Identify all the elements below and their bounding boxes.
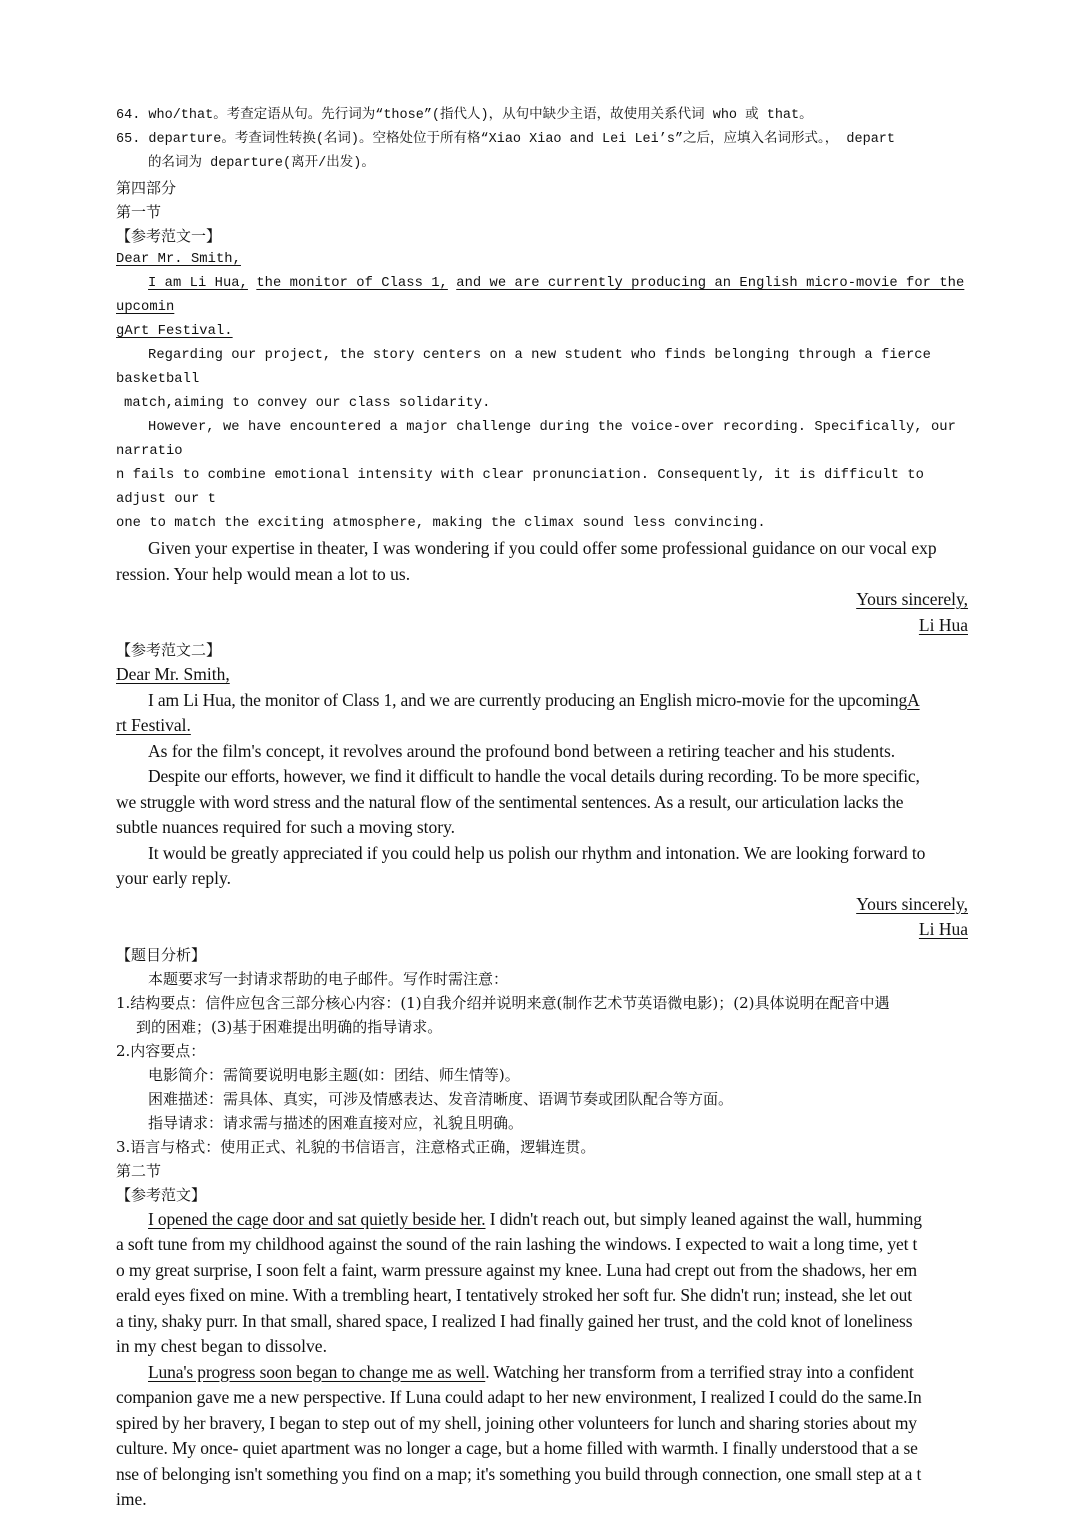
sample2-salutation-text: Dear Mr. Smith, bbox=[116, 664, 230, 684]
sample1-paragraph3-cont1: n fails to combine emotional intensity with clear pronunciation. Consequently, it is difficult to adjust our t bbox=[116, 468, 924, 507]
sample2-signature-text: Li Hua bbox=[918, 919, 968, 939]
sample1-paragraph3-cont2: one to match the exciting atmosphere, making the climax sound less convincing. bbox=[116, 516, 766, 531]
sample2-salutation bbox=[116, 662, 968, 688]
analysis-item2-request: 指导请求：请求需与描述的困难直接对应，礼貌且明确。 bbox=[148, 1113, 524, 1132]
analysis-intro: 本题要求写一封请求帮助的电子邮件。写作时需注意： bbox=[148, 969, 509, 988]
sample3-paragraph2 bbox=[116, 1360, 968, 1386]
analysis-item2-film: 电影简介：需简要说明电影主题(如：团结、师生情等)。 bbox=[148, 1065, 520, 1084]
sample1-salutation bbox=[116, 248, 968, 272]
sample2-p1b: rt Festival. bbox=[116, 715, 191, 735]
sample1-paragraph3: However, we have encountered a major challenge during the voice-over recording. Specifically, our narratio bbox=[116, 420, 956, 459]
sample1-p1b: the monitor of Class 1, bbox=[256, 276, 448, 291]
sample1-closing bbox=[116, 587, 968, 613]
sample3-p1-underlined: I opened the cage door and sat quietly beside her. bbox=[148, 1208, 486, 1229]
sample2-paragraph3-cont2: subtle nuances required for such a moving story. bbox=[116, 817, 456, 837]
sample2-closing-text: Yours sincerely, bbox=[856, 893, 968, 914]
sample3-p1d: erald eyes fixed on mine. With a trembling heart, I tentatively stroked her soft fur. She didn't run; instead, she let out bbox=[116, 1285, 912, 1305]
sample1-paragraph2-cont: match,aiming to convey our class solidarity. bbox=[124, 396, 491, 411]
sample1-p1d: gArt Festival. bbox=[116, 324, 233, 339]
sample1-paragraph4-cont: ression. Your help would mean a lot to us. bbox=[116, 563, 411, 584]
sample1-closing-text: Yours sincerely, bbox=[856, 589, 968, 609]
analysis-item2-difficulty: 困难描述：需具体、真实，可涉及情感表达、发音清晰度、语调节奏或团队配合等方面。 bbox=[148, 1089, 734, 1108]
analysis-item1: 1.结构要点：信件应包含三部分核心内容：(1)自我介绍并说明来意(制作艺术节英语微电影)；(2)具体说明在配音中遇 bbox=[116, 993, 890, 1012]
sample1-p1a: I am Li Hua, bbox=[148, 276, 248, 291]
answer-65-line2: 的名词为 departure(离开/出发)。 bbox=[148, 156, 375, 171]
sample2-paragraph4: It would be greatly appreciated if you could help us polish our rhythm and intonation. We are looking forward to bbox=[148, 842, 926, 863]
sample1-paragraph4: Given your expertise in theater, I was wondering if you could offer some professional guidance on our vocal exp bbox=[148, 538, 937, 558]
sample2-paragraph3-cont1: we struggle with word stress and the natural flow of the sentimental sentences. As a result, our articulation lacks the bbox=[116, 791, 904, 812]
analysis-heading: 【题目分析】 bbox=[116, 945, 207, 964]
sample3-p1c: o my great surprise, I soon felt a faint, warm pressure against my knee. Luna had crept out from the shadows, her em bbox=[116, 1259, 917, 1280]
sample3-p2e: nse of belonging isn't something you find on a map; it's something you build through connection, one small step at a t bbox=[116, 1463, 922, 1484]
part4-title: 第四部分 bbox=[116, 179, 177, 197]
sample3-paragraph1 bbox=[116, 1207, 968, 1233]
sample2-paragraph2: As for the film's concept, it revolves around the profound bond between a retiring teacher and his students. bbox=[148, 740, 896, 761]
sample2-paragraph1 bbox=[116, 688, 968, 714]
sample2-closing bbox=[116, 892, 968, 918]
sample3-p1f: in my chest began to dissolve. bbox=[116, 1336, 327, 1356]
sample2-paragraph1-cont bbox=[116, 713, 968, 739]
sample3-heading: 【参考范文】 bbox=[116, 1185, 207, 1204]
sample1-salutation-text: Dear Mr. Smith, bbox=[116, 252, 241, 267]
sample3-p1e: a tiny, shaky purr. In that small, shared space, I realized I had finally gained her trust, and the cold knot of loneliness bbox=[116, 1310, 913, 1331]
sample3-p2d: culture. My once- quiet apartment was no longer a cage, but a home filled with warmth. I finally understood that a se bbox=[116, 1438, 918, 1458]
sample1-paragraph1 bbox=[116, 272, 968, 320]
sample2-p1a2: A bbox=[907, 689, 920, 710]
sample3-p1a: I didn't reach out, but simply leaned against the wall, humming bbox=[485, 1208, 922, 1229]
sample1-paragraph2: Regarding our project, the story centers on a new student who finds belonging through a fierce basketball bbox=[116, 348, 931, 387]
answer-65-line1: 65. departure。考查词性转换(名词)。空格处位于所有格“Xiao Xiao and Lei Lei’s”之后，应填入名词形式。， depart bbox=[116, 132, 896, 147]
sample2-heading: 【参考范文二】 bbox=[116, 641, 222, 659]
section1-title: 第一节 bbox=[116, 203, 162, 221]
sample1-heading: 【参考范文一】 bbox=[116, 227, 222, 245]
sample3-p2b: companion gave me a new perspective. If Luna could adapt to her new environment, I realized I could do the same.In bbox=[116, 1387, 922, 1407]
sample1-signature-text: Li Hua bbox=[918, 614, 968, 635]
section2-title: 第二节 bbox=[116, 1161, 162, 1180]
sample3-p2a: . Watching her transform from a terrified stray into a confident bbox=[485, 1361, 914, 1382]
sample1-signature bbox=[116, 613, 968, 639]
sample1-p1c: and we are currently producing an English micro-movie for the upcomin bbox=[116, 276, 965, 315]
sample2-signature bbox=[116, 917, 968, 943]
sample2-paragraph4-cont: your early reply. bbox=[116, 868, 231, 888]
sample3-p2c: spired by her bravery, I began to step out of my shell, joining other volunteers for lunch and sharing stories about my bbox=[116, 1412, 917, 1433]
analysis-item3: 3.语言与格式：使用正式、礼貌的书信语言，注意格式正确，逻辑连贯。 bbox=[116, 1137, 596, 1156]
sample2-paragraph3: Despite our efforts, however, we find it difficult to handle the vocal details during recording. To be more specific, bbox=[148, 766, 920, 786]
analysis-item1-cont: 到的困难；(3)基于困难提出明确的指导请求。 bbox=[136, 1017, 443, 1036]
sample3-p2-underlined: Luna's progress soon began to change me as well bbox=[148, 1361, 486, 1382]
analysis-item2: 2.内容要点： bbox=[116, 1041, 206, 1060]
sample2-p1a: I am Li Hua, the monitor of Class 1, and we are currently producing an English micro-movie for the upcoming bbox=[148, 689, 908, 710]
sample3-p2f: ime. bbox=[116, 1489, 147, 1509]
answer-64: 64. who/that。考查定语从句。先行词为“those”(指代人)，从句中缺少主语，故使用关系代词 who 或 that。 bbox=[116, 108, 813, 123]
sample3-p1b: a soft tune from my childhood against the sound of the rain lashing the windows. I expected to wait a long time, yet t bbox=[116, 1234, 918, 1254]
sample1-paragraph1-cont bbox=[116, 320, 968, 344]
